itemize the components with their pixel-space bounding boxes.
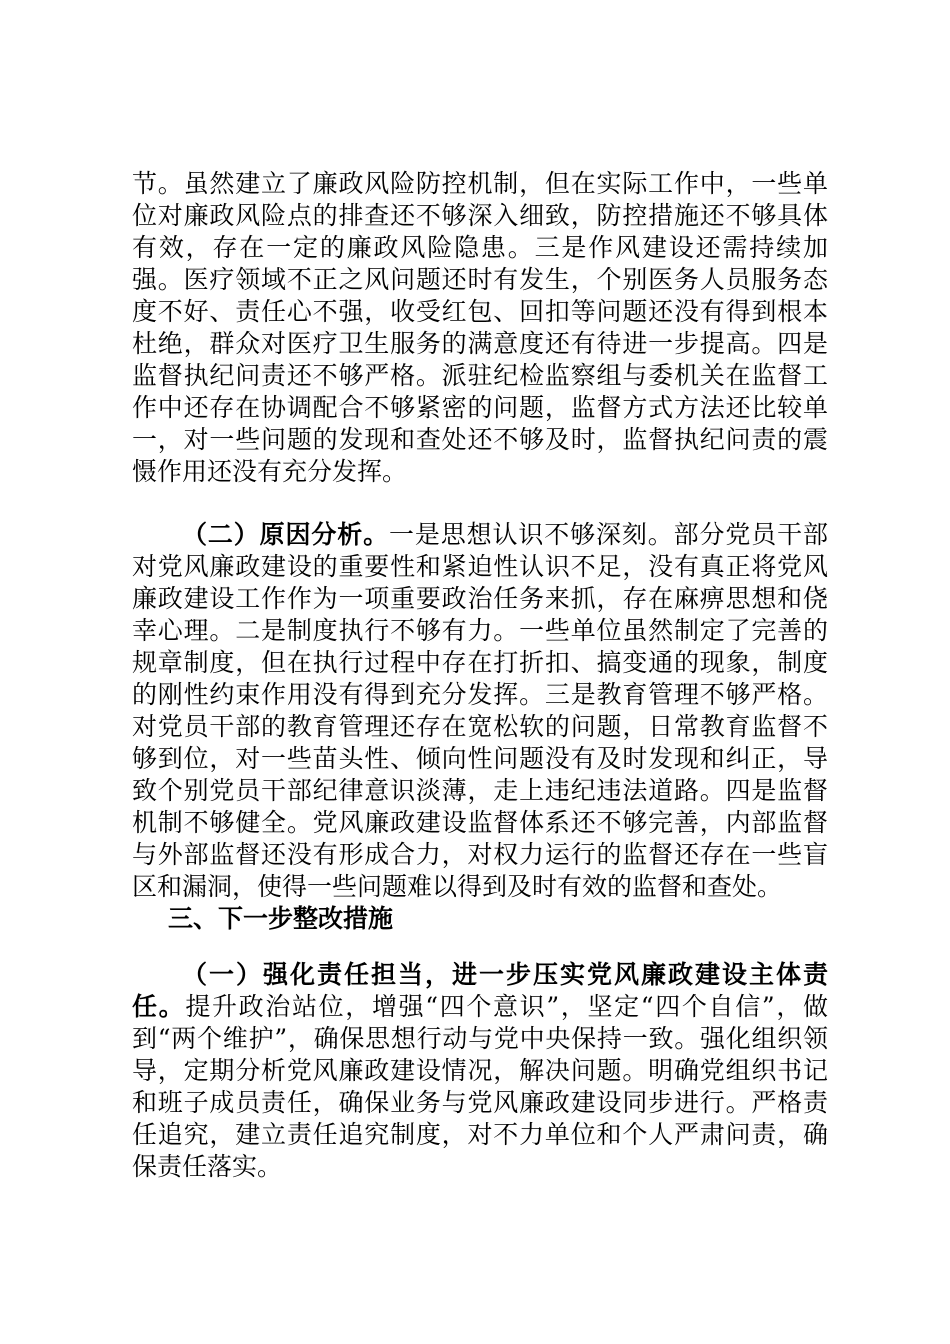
paragraph-text: 节。虽然建立了廉政风险防控机制，但在实际工作中，一些单位对廉政风险点的排查还不够深入细致，防控措施还不够具体有效，存在一定的廉政风险隐患。三是作风建设还需持续加强。医疗领域不正之风问题还时有发生，个别医务人员服务态度不好、责任心不强，收受红包、回扣等问题还没有得到根本杜绝，群众对医疗卫生服务的满意度还有待进一步提高。四是监督执纪问责还不够严格。派驻纪检监察组与委机关在监督工作中还存在协调配合不够紧密的问题，监督方式方法还比较单一，对一些问题的发现和查处还不够及时，监督执纪问责的震慑作用还没有充分发挥。 xyxy=(132,169,828,486)
paragraph-problems-continued xyxy=(132,168,828,488)
paragraph-lead-heading: （一）强化责任担当，进一步压实党风廉政建设主体责任。 xyxy=(132,960,828,1021)
document-body xyxy=(132,168,828,1183)
paragraph-cause-analysis xyxy=(132,519,828,903)
paragraph-lead-heading: （二）原因分析。 xyxy=(182,520,389,549)
section-heading-next-steps: 三、下一步整改措施 xyxy=(168,904,394,933)
paragraph-text: 提升政治站位，增强“四个意识”，坚定“四个自信”，做到“两个维护”，确保思想行动与党中央保持一致。强化组织领导，定期分析党风廉政建设情况，解决问题。明确党组织书记和班子成员责任，确保业务与党风廉政建设同步进行。严格责任追究，建立责任追究制度，对不力单位和个人严肃问责，确保责任落实。 xyxy=(132,992,828,1181)
paragraph-responsibility xyxy=(132,959,828,1183)
paragraph-text: 一是思想认识不够深刻。部分党员干部对党风廉政建设的重要性和紧迫性认识不足，没有真正将党风廉政建设工作作为一项重要政治任务来抓，存在麻痹思想和侥幸心理。二是制度执行不够有力。一些单位虽然制定了完善的规章制度，但在执行过程中存在打折扣、搞变通的现象，制度的刚性约束作用没有得到充分发挥。三是教育管理不够严格。对党员干部的教育管理还存在宽松软的问题，日常教育监督不够到位，对一些苗头性、倾向性问题没有及时发现和纠正，导致个别党员干部纪律意识淡薄，走上违纪违法道路。四是监督机制不够健全。党风廉政建设监督体系还不够完善，内部监督与外部监督还没有形成合力，对权力运行的监督还存在一些盲区和漏洞，使得一些问题难以得到及时有效的监督和查处。 xyxy=(132,520,828,901)
